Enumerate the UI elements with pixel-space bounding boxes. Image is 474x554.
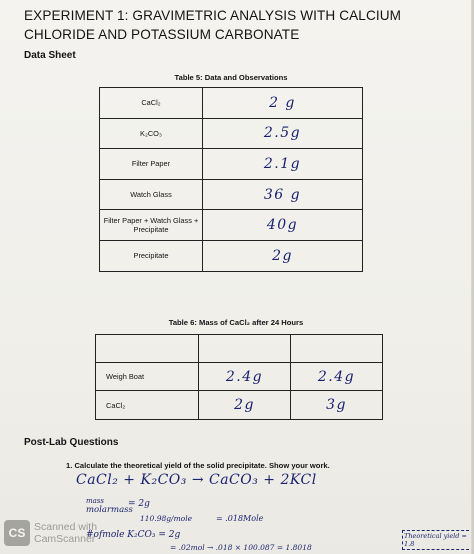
handwritten-bottom-line: = .02mol → .018 × 100.087 = 1.8018 bbox=[170, 543, 312, 552]
row-label: CaCl₂ bbox=[96, 391, 199, 420]
row-label: Watch Glass bbox=[100, 179, 203, 210]
row-value: 2.1g bbox=[203, 149, 363, 180]
cell: 2g bbox=[199, 391, 291, 420]
row-value: 2.5g bbox=[203, 118, 363, 149]
handwritten-mole-line: #ofmole K₂CO₃ = 2g bbox=[86, 530, 181, 540]
row-label: Filter Paper bbox=[100, 149, 203, 180]
watermark-line2: CamScanner bbox=[34, 533, 96, 545]
handwritten-eq-value: = 2g bbox=[128, 499, 150, 509]
row-label: Precipitate bbox=[100, 240, 203, 271]
table-row bbox=[96, 363, 383, 391]
row-value: 2g bbox=[203, 240, 363, 271]
table-row bbox=[100, 118, 363, 149]
row-label bbox=[96, 335, 199, 363]
handwritten-denominator: 110.98g/mole bbox=[140, 514, 193, 523]
table-row bbox=[100, 179, 363, 210]
handwritten-theoretical: Theoretical yield = 1.8 bbox=[402, 530, 474, 550]
handwritten-mass-label: mass bbox=[86, 497, 104, 505]
question-1: 1. Calculate the theoretical yield of the solid precipitate. Show your work. bbox=[66, 461, 330, 470]
cell: 3g bbox=[291, 391, 383, 420]
page-title: EXPERIMENT 1: GRAVIMETRIC ANALYSIS WITH CALCIUM CHLORIDE AND POTASSIUM CARBONATE bbox=[24, 8, 402, 42]
data-sheet-heading: Data Sheet bbox=[24, 50, 76, 61]
postlab-heading: Post-Lab Questions bbox=[24, 437, 119, 448]
row-value: 40g bbox=[203, 210, 363, 241]
row-value: 36 g bbox=[203, 179, 363, 210]
camscanner-watermark bbox=[4, 520, 97, 546]
watermark-line1: Scanned with bbox=[34, 521, 98, 533]
table-row bbox=[100, 240, 363, 271]
cell bbox=[199, 335, 291, 363]
table-row bbox=[100, 210, 363, 241]
camscanner-logo-icon: CS bbox=[4, 520, 30, 546]
data-observations-table bbox=[99, 87, 363, 272]
table6-caption: Table 6: Mass of CaCl₂ after 24 Hours bbox=[168, 318, 304, 327]
cell: 2.4g bbox=[291, 363, 383, 391]
cell bbox=[291, 335, 383, 363]
table5-caption: Table 5: Data and Observations bbox=[174, 73, 288, 82]
handwritten-molar-label: molarmass bbox=[86, 505, 133, 515]
handwritten-result: = .018Mole bbox=[216, 514, 264, 523]
row-label: K₂CO₃ bbox=[100, 118, 203, 149]
row-label: Weigh Boat bbox=[96, 363, 199, 391]
table-row bbox=[100, 149, 363, 180]
table-row bbox=[96, 391, 383, 420]
row-label: CaCl₂ bbox=[100, 88, 203, 119]
table-row bbox=[96, 335, 383, 363]
watermark-text bbox=[34, 521, 97, 545]
row-label: Filter Paper + Watch Glass + Precipitate bbox=[100, 210, 203, 241]
table-row bbox=[100, 88, 363, 119]
cell: 2.4g bbox=[199, 363, 291, 391]
handwritten-equation: CaCl₂ + K₂CO₃ → CaCO₃ + 2KCl bbox=[76, 472, 317, 488]
mass-after-24h-table bbox=[95, 334, 383, 420]
row-value: 2 g bbox=[203, 88, 363, 119]
